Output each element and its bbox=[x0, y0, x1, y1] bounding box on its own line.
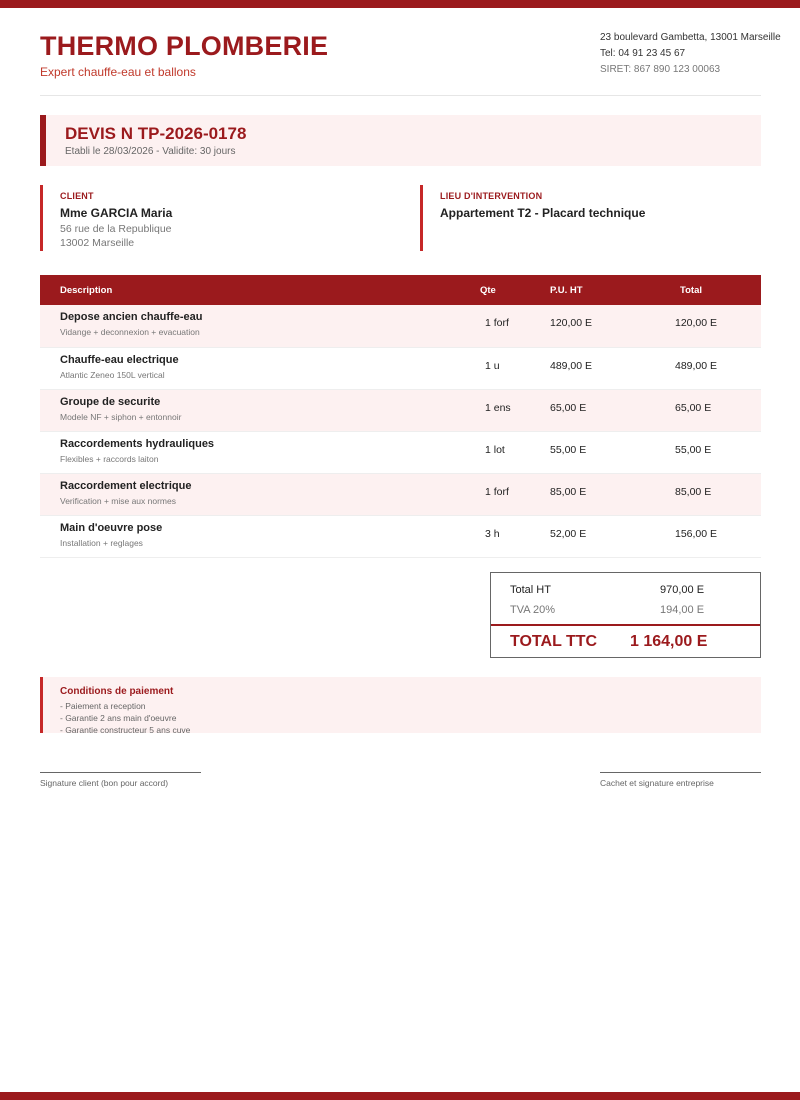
item-name: Groupe de securite bbox=[60, 395, 161, 408]
total-ttc-value: 1 164,00 E bbox=[630, 633, 708, 650]
quote-header bbox=[40, 115, 761, 166]
total-ht-label: Total HT bbox=[510, 584, 551, 596]
table-row bbox=[40, 305, 761, 347]
header-divider bbox=[40, 95, 761, 96]
condition-line: - Garantie 2 ans main d'oeuvre bbox=[60, 713, 177, 723]
company-address: 23 boulevard Gambetta, 13001 Marseille bbox=[600, 32, 781, 43]
item-name: Raccordement electrique bbox=[60, 479, 192, 492]
row-description-cell bbox=[40, 431, 480, 473]
item-qty: 1 ens bbox=[480, 389, 550, 431]
items-table bbox=[40, 275, 761, 558]
header-description: Description bbox=[40, 275, 480, 305]
quote-title: DEVIS N TP-2026-0178 bbox=[65, 124, 247, 143]
item-total: 85,00 E bbox=[665, 473, 761, 515]
item-detail: Flexibles + raccords laiton bbox=[60, 453, 159, 464]
item-unit-price: 52,00 E bbox=[550, 515, 665, 557]
top-accent-bar bbox=[0, 0, 800, 8]
site-block bbox=[420, 185, 761, 251]
header-unit-price: P.U. HT bbox=[550, 275, 665, 305]
company-name: THERMO PLOMBERIE bbox=[40, 31, 329, 61]
company-siret: SIRET: 867 890 123 00063 bbox=[600, 64, 721, 75]
site-label: LIEU D'INTERVENTION bbox=[440, 191, 543, 201]
client-signature-line bbox=[40, 772, 201, 773]
item-unit-price: 489,00 E bbox=[550, 347, 665, 389]
client-address-line2: 13002 Marseille bbox=[60, 237, 135, 249]
site-name: Appartement T2 - Placard technique bbox=[440, 206, 646, 220]
total-ht-value: 970,00 E bbox=[660, 584, 705, 596]
table-row bbox=[40, 431, 761, 473]
item-qty: 1 forf bbox=[480, 305, 550, 347]
bottom-accent-bar bbox=[0, 1092, 800, 1100]
header-qty: Qte bbox=[480, 275, 550, 305]
item-unit-price: 120,00 E bbox=[550, 305, 665, 347]
item-detail: Verification + mise aux normes bbox=[60, 495, 176, 506]
payment-conditions bbox=[40, 677, 761, 733]
item-unit-price: 85,00 E bbox=[550, 473, 665, 515]
row-description-cell bbox=[40, 305, 480, 347]
table-header-row bbox=[40, 275, 761, 305]
item-total: 156,00 E bbox=[665, 515, 761, 557]
item-name: Depose ancien chauffe-eau bbox=[60, 311, 203, 323]
condition-line: - Paiement a reception bbox=[60, 701, 146, 711]
item-qty: 1 u bbox=[480, 347, 550, 389]
tva-label: TVA 20% bbox=[510, 604, 556, 616]
client-block bbox=[40, 185, 380, 251]
row-description-cell bbox=[40, 347, 480, 389]
company-phone: Tel: 04 91 23 45 67 bbox=[600, 48, 686, 59]
table-row bbox=[40, 389, 761, 431]
row-description-cell bbox=[40, 473, 480, 515]
item-total: 55,00 E bbox=[665, 431, 761, 473]
item-total: 120,00 E bbox=[665, 305, 761, 347]
client-name: Mme GARCIA Maria bbox=[60, 206, 173, 220]
total-ttc-label: TOTAL TTC bbox=[510, 633, 598, 650]
company-contact-block bbox=[600, 30, 781, 78]
item-unit-price: 65,00 E bbox=[550, 389, 665, 431]
quote-subtitle: Etabli le 28/03/2026 - Validite: 30 jours bbox=[65, 146, 236, 157]
totals-box bbox=[490, 572, 761, 658]
item-qty: 1 lot bbox=[480, 431, 550, 473]
item-unit-price: 55,00 E bbox=[550, 431, 665, 473]
table-row bbox=[40, 347, 761, 389]
header-total: Total bbox=[665, 275, 761, 305]
item-qty: 3 h bbox=[480, 515, 550, 557]
client-label: CLIENT bbox=[60, 191, 94, 201]
item-total: 65,00 E bbox=[665, 389, 761, 431]
condition-line: - Garantie constructeur 5 ans cuve bbox=[60, 725, 191, 733]
company-signature-line bbox=[600, 772, 761, 773]
item-name: Main d'oeuvre pose bbox=[60, 521, 163, 534]
company-signature-label: Cachet et signature entreprise bbox=[600, 778, 714, 788]
row-description-cell bbox=[40, 389, 480, 431]
item-detail: Vidange + deconnexion + evacuation bbox=[60, 327, 200, 337]
totals-divider bbox=[491, 624, 760, 626]
item-name: Raccordements hydrauliques bbox=[60, 437, 215, 450]
row-description-cell bbox=[40, 515, 480, 557]
item-qty: 1 forf bbox=[480, 473, 550, 515]
table-row bbox=[40, 515, 761, 557]
item-name: Chauffe-eau electrique bbox=[60, 353, 179, 366]
item-detail: Modele NF + siphon + entonnoir bbox=[60, 411, 182, 422]
item-total: 489,00 E bbox=[665, 347, 761, 389]
client-address-line1: 56 rue de la Republique bbox=[60, 223, 172, 235]
client-signature-label: Signature client (bon pour accord) bbox=[40, 778, 169, 788]
tva-value: 194,00 E bbox=[660, 604, 705, 616]
item-detail: Installation + reglages bbox=[60, 537, 143, 548]
item-detail: Atlantic Zeneo 150L vertical bbox=[60, 369, 165, 380]
company-tagline: Expert chauffe-eau et ballons bbox=[40, 65, 196, 79]
table-row bbox=[40, 473, 761, 515]
conditions-title: Conditions de paiement bbox=[60, 686, 174, 697]
